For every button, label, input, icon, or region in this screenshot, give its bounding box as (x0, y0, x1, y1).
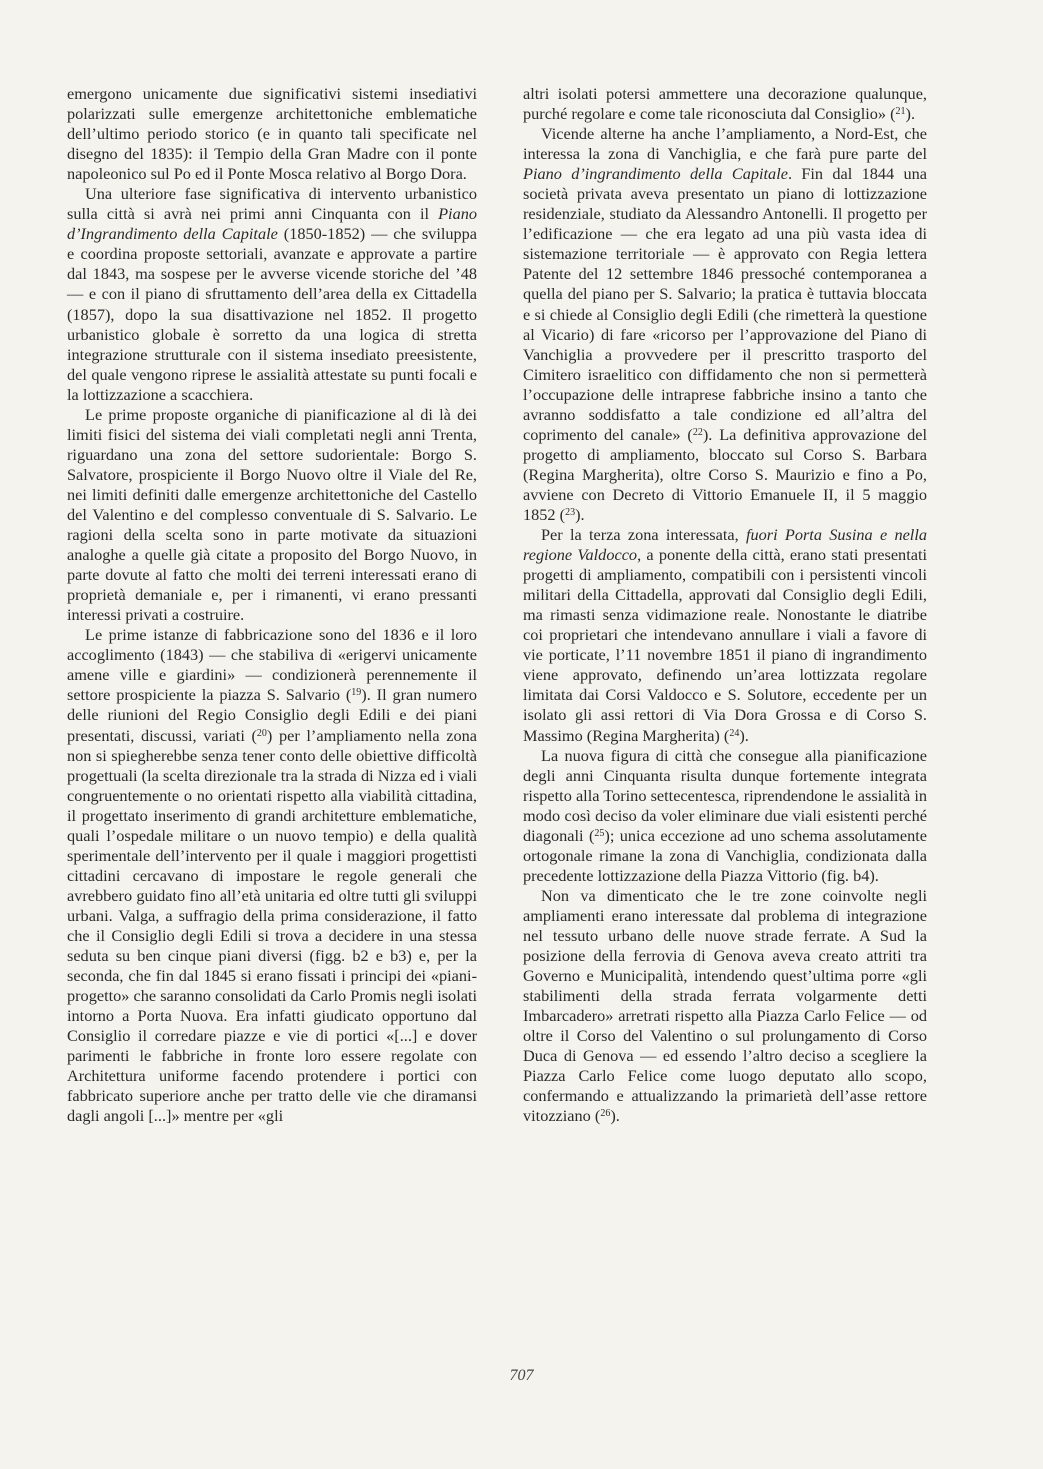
footnote-ref: 24 (729, 727, 740, 739)
left-text-column (67, 84, 477, 1126)
paragraph: Per la terza zona interessata, fuori Porta Susina e nella regione Valdocco, a ponente della città, erano stati presentati progetti di ampliamento, compatibili con i persistenti vincoli militari della Cittadella, approvati dal Consiglio degli Edili, ma rimasti senza vidimazione reale. Nonostante le diatribe coi proprietari che intendevano annullare i viali a favore di vie porticate, l’11 novembre 1851 il piano di ingrandimento viene approvato, definendo un’area lottizzata regolare limitata dai Corsi Valdocco e S. Solutore, eccedente per un isolato gli assi rettori di Via Dora Grossa e di Corso S. Massimo (Regina Margherita) ($^{24}$). (523, 525, 927, 745)
paragraph: emergono unicamente due significativi sistemi insediativi polarizzati sulle emergenze architettoniche emblematiche dell’ultimo periodo storico (e in quanto tali specificate nel disegno del 1835): il Tempio della Gran Madre con il ponte napoleonico sul Po ed il Ponte Mosca relativo al Borgo Dora. (67, 84, 477, 184)
footnote-ref: 23 (565, 506, 576, 518)
footnote-ref: 21 (895, 106, 906, 118)
footnote-ref: 22 (692, 426, 703, 438)
italic-place: fuori Porta Susina e nella regione Valdocco (523, 525, 927, 565)
paragraph: Le prime istanze di fabbricazione sono del 1836 e il loro accoglimento (1843) — che stabiliva di «erigervi unicamente amene ville e giardini» — condizionerà perennemente il settore prospiciente la piazza S. Salvario ($^{19}$). Il gran numero delle riunioni del Regio Consiglio degli Edili e dei piani presentati, discussi, variati ($^{20}$) per l’ampliamento nella zona non si spiegherebbe senza tener conto delle obiettive difficoltà progettuali (la scelta direzionale tra la strada di Nizza ed i viali congruentemente o no orientati rispetto alla viabilità cittadina, il progettato inserimento di grandi architetture emblematiche, quali l’ospedale militare o un nuovo tempio) e della qualità sperimentale dell’intervento per il quale i maggiori progettisti cittadini cercavano di impostare le regole generali che avrebbero guidato fino all’età unitaria ed oltre tutti gli sviluppi urbani. Valga, a suffragio della prima considerazione, il fatto che il Consiglio degli Edili si trova a decidere in una stessa seduta su ben cinque piani diversi (figg. b2 e b3) e, per la seconda, che fin dal 1845 si erano fissati i principi dei «piani-progetto» che saranno consolidati da Carlo Promis negli isolati intorno a Porta Nuova. Era infatti giudicato opportuno dal Consiglio il corredare piazze e vie di portici «[...] e dover parimenti le fabbriche in fronte loro essere regolate con Architettura uniforme facendo protendere i portici con fabbricato superiore anche per tratto delle vie che diramansi dagli angoli [...]» mentre per «gli (67, 625, 478, 1126)
italic-title: Piano d’ingrandimento della Capitale (523, 164, 788, 184)
footnote-ref: 19 (351, 687, 362, 699)
paragraph: Non va dimenticato che le tre zone coinvolte negli ampliamenti erano interessate dal problema di integrazione nel tessuto urbano delle nuove strade ferrate. A Sud la posizione della ferrovia di Genova aveva creato attriti tra Governo e Municipalità, intendendo quest’ultima porre «gli stabilimenti della strada ferrata volgarmente detti Imbarcadero» arretrati rispetto alla Piazza Carlo Felice — od oltre il Corso del Valentino o sul prolungamento di Corso Duca di Genova — ed essendo l’altro deciso a scegliere la Piazza Carlo Felice come luogo deputato allo scopo, confermando e attualizzando la primarietà dell’asse rettore vitozziano ($^{26}$). (523, 885, 927, 1126)
italic-title: Piano d’Ingrandimento della Capitale (67, 204, 477, 244)
paragraph: Vicende alterne ha anche l’ampliamento, a Nord-Est, che interessa la zona di Vanchiglia, e che farà pure parte del Piano d’ingrandimento della Capitale. Fin dal 1844 una società privata aveva presentato un piano di lottizzazione residenziale, studiato da Alessandro Antonelli. Il progetto per l’edificazione — che era legato ad una più vasta idea di sistemazione territoriale — è approvato con Regia lettera Patente del 12 settembre 1846 pressoché contemporanea a quella del piano per S. Salvario; la pratica è tuttavia bloccata e si chiede al Consiglio degli Edili (che rimetterà la questione al Vicario) di fare «ricorso per l’approvazione del Piano di Vanchiglia a provvedere per il prescritto trasporto del Cimitero israelitico con diffidamento che non si permetterà l’occupazione delle intraprese fabbriche insino a tanto che avranno soddisfatto a tale condizione ed all’altra del coprimento del canale» ($^{22}$). La definitiva approvazione del progetto di ampliamento, bloccato sul Corso S. Barbara (Regina Margherita), oltre Corso S. Maurizio e fino a Po, avviene con Decreto di Vittorio Emanuele II, il 5 maggio 1852 ($^{23}$). (523, 124, 928, 524)
footnote-ref: 25 (594, 827, 605, 839)
paragraph: La nuova figura di città che consegue alla pianificazione degli anni Cinquanta risulta dunque fortemente integrata rispetto alla Torino settecentesca, riprendendone le assialità in modo così deciso da voler eliminare due viali esistenti perché diagonali ($^{25}$); unica eccezione ad uno schema assolutamente ortogonale rimane la zona di Vanchiglia, condizionata dalla precedente lottizzazione della Piazza Vittorio (fig. b4). (523, 745, 927, 885)
paragraph: Le prime proposte organiche di pianificazione al di là dei limiti fisici del sistema dei viali completati negli anni Trenta, riguardano una zona del settore sudorientale: Borgo S. Salvatore, prospiciente il Borgo Nuovo oltre il Viale del Re, nei limiti definiti dalle emergenze architettoniche del Castello del Valentino e del complesso conventuale di S. Salvario. Le ragioni della scelta sono in parte motivate da situazioni analoghe a quelle già citate a proposito del Borgo Nuovo, in parte dovute al fatto che molti dei terreni interessati erano di proprietà demaniale e, per i rimanenti, vi erano pressanti interessi privati a costruire. (67, 404, 477, 625)
footnote-ref: 26 (600, 1108, 611, 1120)
footnote-ref: 20 (256, 727, 267, 739)
paragraph: altri isolati potersi ammettere una decorazione qualunque, purché regolare e come tale riconosciuta dal Consiglio» ($^{21}$). (523, 84, 927, 124)
paragraph: Una ulteriore fase significativa di intervento urbanistico sulla città si avrà nei primi anni Cinquanta con il Piano d’Ingrandimento della Capitale (1850-1852) — che sviluppa e coordina proposte settoriali, avanzate e approvate a partire dal 1843, ma sospese per le avverse vicende storiche del ’48 — e con il piano di sfruttamento dell’area della ex Cittadella (1857), dopo la sua disattivazione nel 1852. Il progetto urbanistico globale è sorretto da una logica di stretta integrazione strutturale con il sistema insediato preesistente, del quale vengono riprese le assialità attestate su punti focali e la lottizzazione a scacchiera. (67, 184, 478, 404)
page-number: 707 (509, 1367, 534, 1384)
right-text-column (523, 84, 927, 1126)
